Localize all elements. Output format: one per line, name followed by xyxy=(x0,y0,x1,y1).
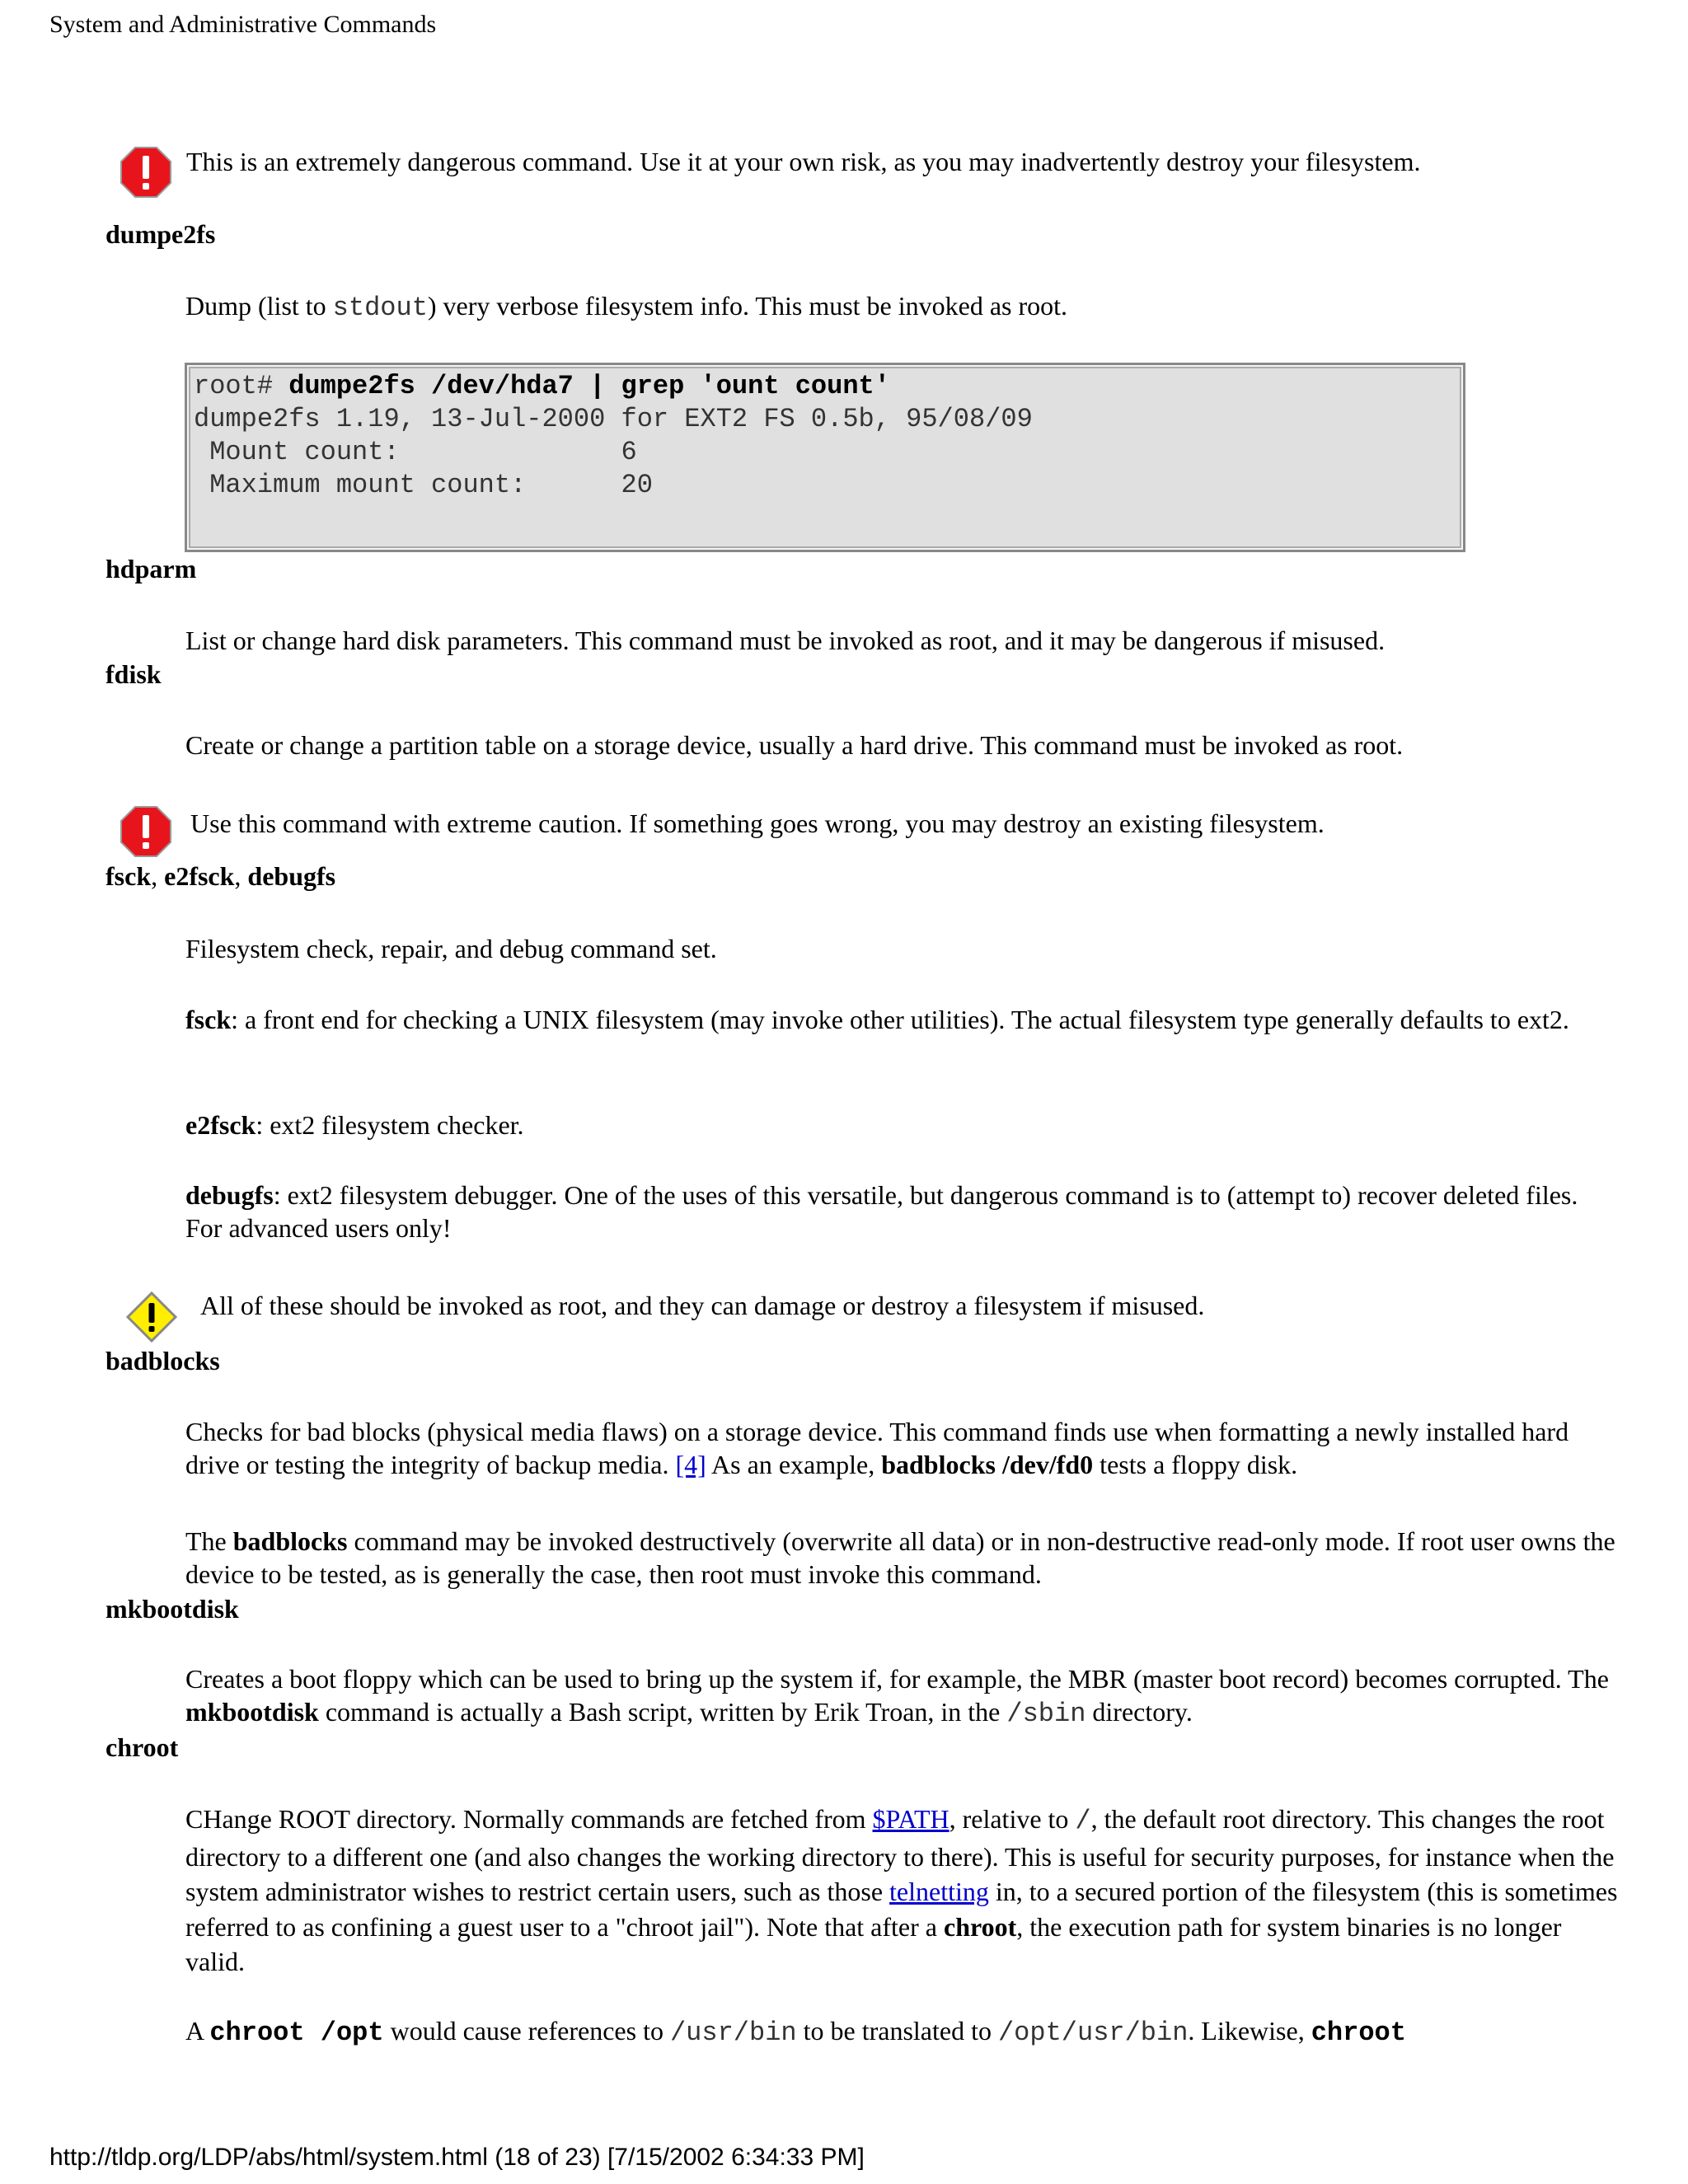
badblocks-description: Checks for bad blocks (physical media flaws) on a storage device. This command finds use when formatting a newly installed hard drive or testing the integrity of backup media. [4] As an example, badblocks /dev/fd0 tests a floppy disk. xyxy=(185,1417,1569,1479)
term-fsck-group: fsck, e2fsck, debugfs xyxy=(106,861,336,891)
term-mkbootdisk: mkbootdisk xyxy=(106,1594,239,1624)
term-hdparm: hdparm xyxy=(106,554,197,583)
fsck-description: fsck: a front end for checking a UNIX filesystem (may invoke other utilities). The actual filesystem type generally defaults to ext2. xyxy=(185,1005,1569,1034)
dumpe2fs-description: Dump (list to stdout) very verbose filesystem info. This must be invoked as root. xyxy=(185,291,1068,323)
caution-note-text: All of these should be invoked as root, and they can damage or destroy a filesystem if misused. xyxy=(200,1291,1205,1320)
fsck-intro: Filesystem check, repair, and debug command set. xyxy=(185,934,717,963)
danger-icon xyxy=(119,804,173,859)
chroot-example: A chroot /opt would cause references to /usr/bin to be translated to /opt/usr/bin. Likewise, chroot xyxy=(185,2016,1406,2048)
stdout-code: stdout xyxy=(332,293,428,323)
term-badblocks: badblocks xyxy=(106,1346,220,1376)
e2fsck-description: e2fsck: ext2 filesystem checker. xyxy=(185,1110,524,1140)
fdisk-description: Create or change a partition table on a storage device, usually a hard drive. This command must be invoked as root. xyxy=(185,730,1404,760)
hdparm-description: List or change hard disk parameters. This command must be invoked as root, and it may be dangerous if misused. xyxy=(185,626,1386,655)
caution-icon xyxy=(125,1291,178,1343)
term-dumpe2fs: dumpe2fs xyxy=(106,219,216,249)
term-fdisk: fdisk xyxy=(106,659,162,689)
term-chroot: chroot xyxy=(106,1732,179,1762)
chroot-description: CHange ROOT directory. Normally commands are fetched from $PATH, relative to /, the default root directory. This changes the root directory to a different one (and also changes the working directory to there). This is useful for security purposes, for instance when the system administrator wishes to restrict certain users, such as those telnetting in, to a secured portion of the filesystem (this is sometimes referred to as confining a guest user to a "chroot jail"). Note that after a chroot, the execution path for system binaries is no longer valid. xyxy=(185,1804,1618,1976)
command-line: dumpe2fs /dev/hda7 | grep 'ount count' xyxy=(288,371,890,401)
danger-icon xyxy=(119,145,173,199)
danger-note-text: Use this command with extreme caution. If something goes wrong, you may destroy an existing filesystem. xyxy=(190,808,1325,838)
mkbootdisk-description: Creates a boot floppy which can be used to bring up the system if, for example, the MBR (master boot record) becomes corrupted. The mkbootdisk command is actually a Bash script, written by Erik Troan, in the /sbin directory. xyxy=(185,1664,1609,1729)
page-footer: http://tldp.org/LDP/abs/html/system.html (18 of 23) [7/15/2002 6:34:33 PM] xyxy=(49,2144,865,2171)
path-link[interactable]: $PATH xyxy=(872,1804,950,1834)
footnote-link[interactable]: [4] xyxy=(675,1450,706,1479)
page-header: System and Administrative Commands xyxy=(49,11,437,38)
badblocks-modes: The badblocks command may be invoked destructively (overwrite all data) or in non-destructive read-only mode. If root user owns the device to be tested, as is generally the case, then root must invoke this command. xyxy=(185,1526,1615,1589)
debugfs-description: debugfs: ext2 filesystem debugger. One of the uses of this versatile, but dangerous command is to (attempt to) recover deleted files. For advanced users only! xyxy=(185,1180,1578,1243)
telnet-link[interactable]: telnetting xyxy=(889,1877,989,1906)
code-screen: root# dumpe2fs /dev/hda7 | grep 'ount count' dumpe2fs 1.19, 13-Jul-2000 for EXT2 FS 0.5b, 95/08/09 Mount count: 6 Maximum mount count: 20 xyxy=(185,363,1465,552)
danger-note-text: This is an extremely dangerous command. Use it at your own risk, as you may inadvertently destroy your filesystem. xyxy=(186,147,1421,176)
